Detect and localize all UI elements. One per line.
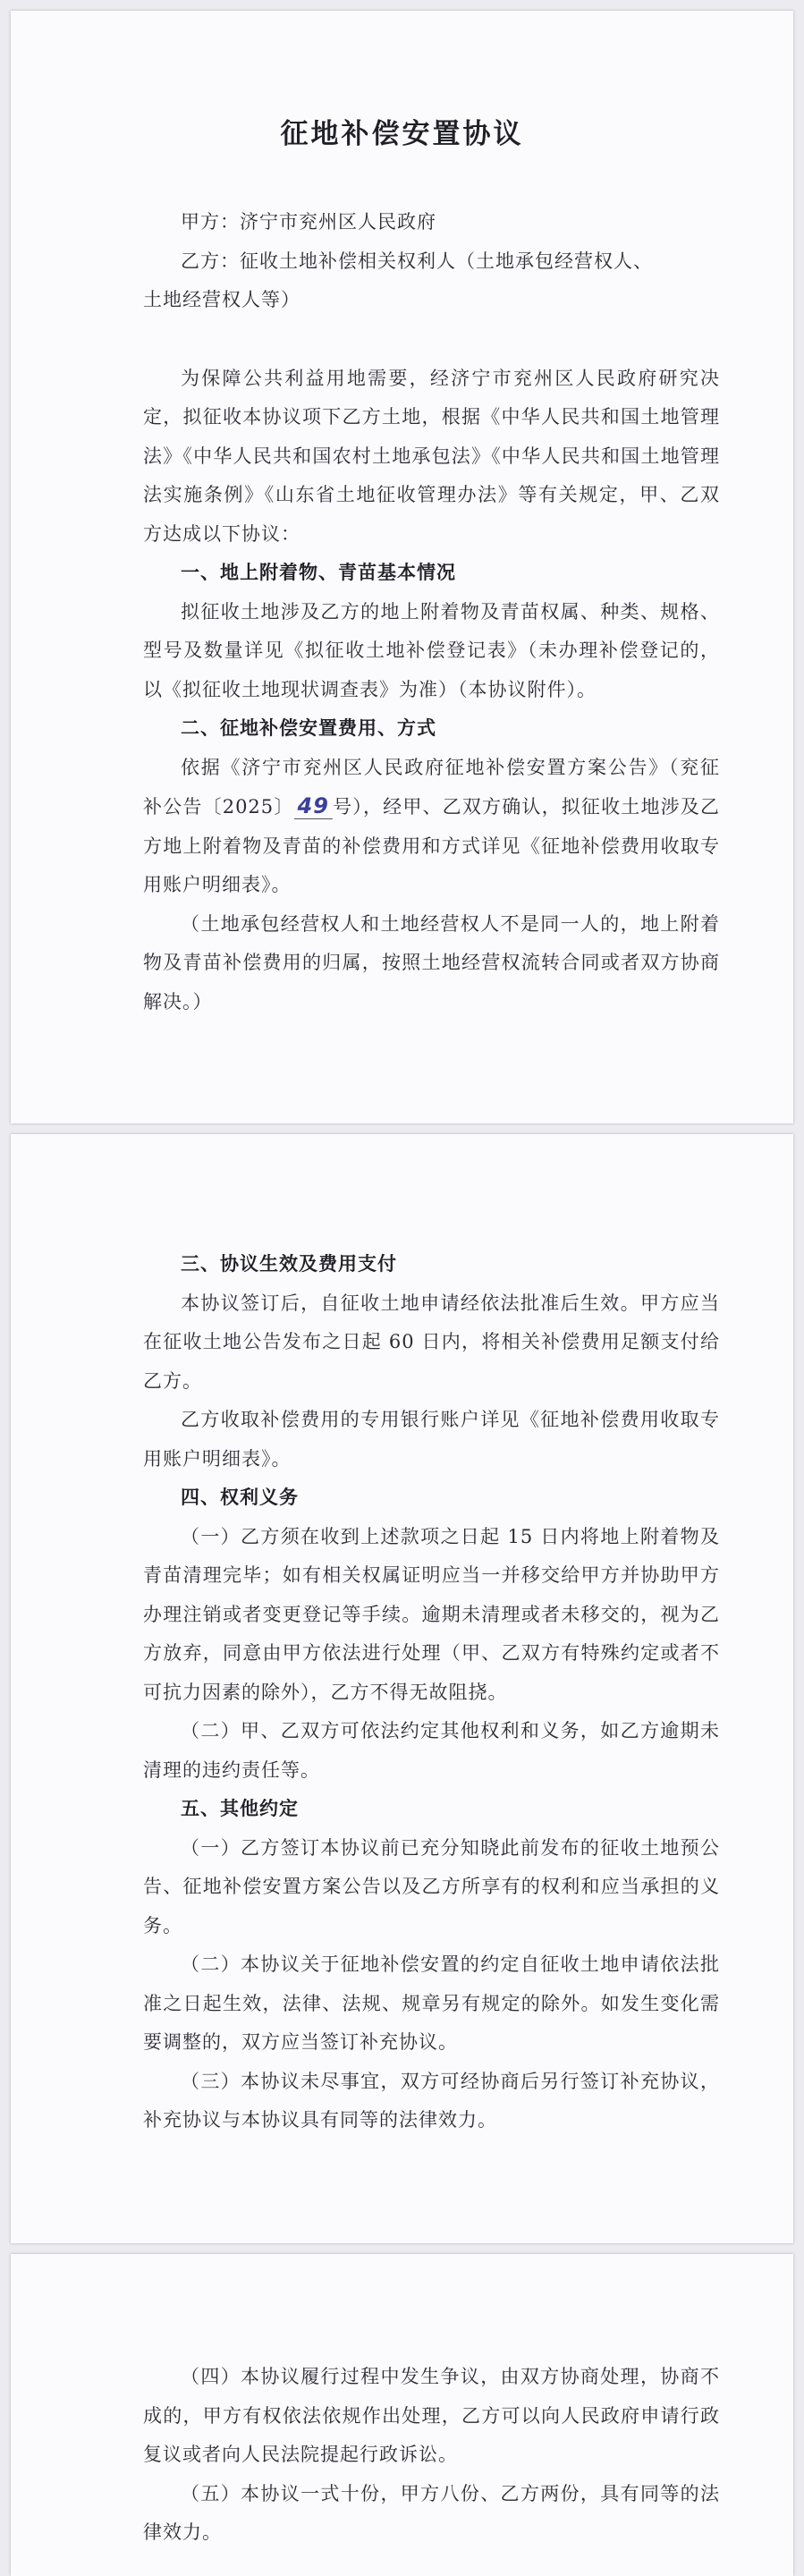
section5-paragraph-3: （三）本协议未尽事宜，双方可经协商后另行签订补充协议，补充协议与本协议具有同等的法律效力。 bbox=[143, 2070, 720, 2131]
section3-paragraph-2: 乙方收取补偿费用的专用银行账户详见《征地补偿费用收取专用账户明细表》。 bbox=[143, 1409, 720, 1470]
section2-para1-end: 号），经甲、乙双方确认，拟征收土地涉及乙方地上附着物及青苗的补偿费用和方式详见《征地补偿费用收取专用账户明细表》。 bbox=[143, 796, 720, 895]
party-b-line2: 土地经营权人等） bbox=[143, 289, 300, 310]
section2-para1-start: 依据《济宁市兖州区人民政府征地补偿安置方案公告》（兖征补公告〔2025〕 bbox=[143, 756, 720, 818]
section4-paragraph-2: （二）甲、乙双方可依法约定其他权利和义务，如乙方逾期未清理的违约责任等。 bbox=[143, 1720, 720, 1781]
party-b-line1: 乙方：征收土地补偿相关权利人（土地承包经营权人、 bbox=[181, 250, 653, 272]
section1-heading: 一、地上附着物、青苗基本情况 bbox=[181, 562, 456, 583]
section2-paragraph-1 bbox=[143, 749, 720, 905]
section3-paragraph-1: 本协议签订后，自征收土地申请经依法批准后生效。甲方应当在征收土地公告发布之日起 60 日内，将相关补偿费用足额支付给乙方。 bbox=[143, 1292, 720, 1392]
section3-heading: 三、协议生效及费用支付 bbox=[181, 1253, 397, 1275]
handwritten-announcement-number: 49 bbox=[294, 793, 333, 819]
section1-paragraph: 拟征收土地涉及乙方的地上附着物及青苗权属、种类、规格、型号及数量详见《拟征收土地补偿登记表》（未办理补偿登记的，以《拟征收土地现状调查表》为准）（本协议附件）。 bbox=[143, 600, 720, 700]
section5-paragraph-5: （五）本协议一式十份，甲方八份、乙方两份，具有同等的法律效力。 bbox=[143, 2482, 720, 2543]
section2-paragraph-2: （土地承包经营权人和土地经营权人不是同一人的，地上附着物及青苗补偿费用的归属，按照土地经营权流转合同或者双方协商解决。） bbox=[143, 912, 720, 1013]
section4-heading: 四、权利义务 bbox=[181, 1487, 299, 1508]
document-page-2 bbox=[11, 1134, 793, 2243]
section5-heading: 五、其他约定 bbox=[181, 1798, 299, 1819]
section5-paragraph-4: （四）本协议履行过程中发生争议，由双方协商处理，协商不成的，甲方有权依法依规作出处理，乙方可以向人民政府申请行政复议或者向人民法院提起行政诉讼。 bbox=[143, 2366, 720, 2465]
party-a: 甲方：济宁市兖州区人民政府 bbox=[181, 211, 436, 233]
section5-paragraph-2: （二）本协议关于征地补偿安置的约定自征收土地申请依法批准之日起生效，法律、法规、规章另有规定的除外。如发生变化需要调整的，双方应当签订补充协议。 bbox=[143, 1953, 720, 2053]
document-page-1 bbox=[11, 11, 793, 1123]
document-title: 征地补偿安置协议 bbox=[280, 118, 524, 150]
section2-heading: 二、征地补偿安置费用、方式 bbox=[181, 717, 436, 739]
section4-paragraph-1: （一）乙方须在收到上述款项之日起 15 日内将地上附着物及青苗清理完毕；如有相关权属证明应当一并移交给甲方并协助甲方办理注销或者变更登记等手续。逾期未清理或者未移交的，视为乙方放弃，同意由甲方依法进行处理（甲、乙双方有特殊约定或者不可抗力因素的除外），乙方不得无故阻挠。 bbox=[143, 1525, 720, 1703]
document-page-3 bbox=[11, 2254, 793, 2576]
preamble: 为保障公共利益用地需要，经济宁市兖州区人民政府研究决定，拟征收本协议项下乙方土地，根据《中华人民共和国土地管理法》《中华人民共和国农村土地承包法》《中华人民共和国土地管理法实施条例》《山东省土地征收管理办法》等有关规定，甲、乙双方达成以下协议： bbox=[143, 367, 720, 545]
section5-paragraph-1: （一）乙方签订本协议前已充分知晓此前发布的征收土地预公告、征地补偿安置方案公告以及乙方所享有的权利和应当承担的义务。 bbox=[143, 1836, 720, 1936]
spacer bbox=[143, 320, 720, 360]
